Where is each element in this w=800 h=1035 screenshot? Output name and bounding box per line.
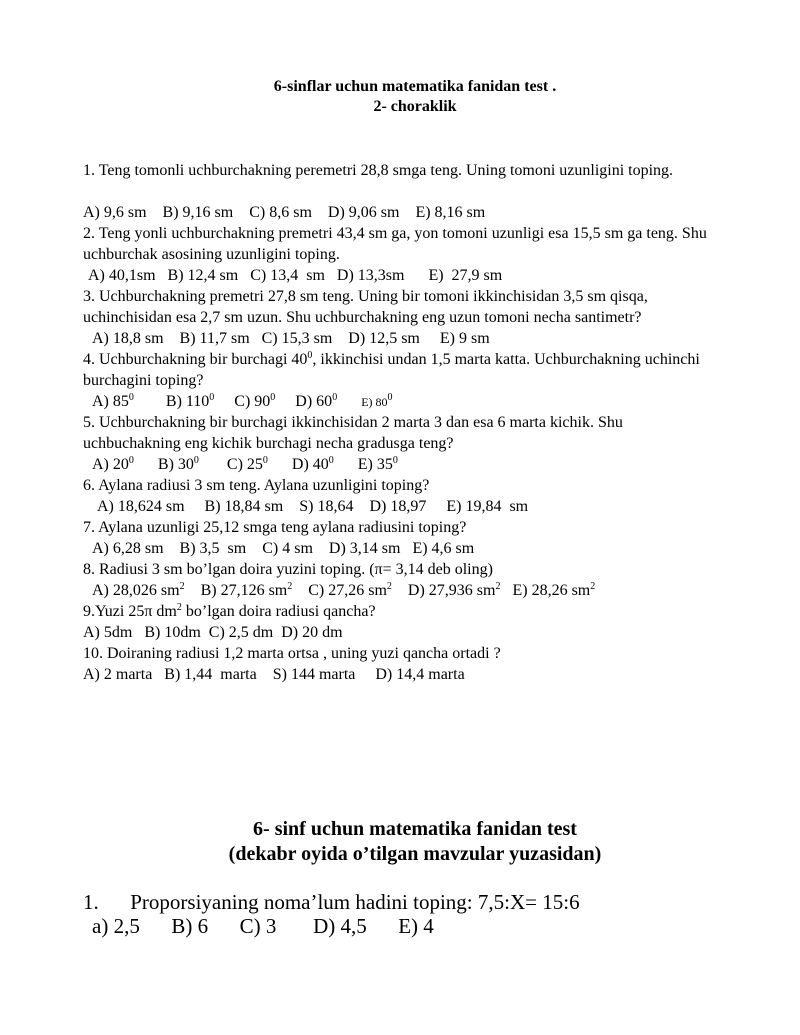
question-3-answers: A) 18,8 sm B) 11,7 sm C) 15,3 sm D) 12,5 sm E) 9 sm	[92, 330, 490, 347]
section-2-question-1-text: 1. Proporsiyaning noma’lum hadini toping: 7,5:X= 15:6	[83, 890, 580, 914]
square-mark: 2	[176, 602, 182, 613]
q8-answer-a: A) 28,026 sm	[92, 582, 180, 599]
question-9-text	[83, 601, 723, 622]
degree-mark: 0	[392, 455, 398, 466]
q5-answer-c: C) 25	[226, 456, 263, 473]
question-9-text-end: bo’lgan doira radiusi qancha?	[181, 603, 376, 620]
test-subtitle: 2- choraklik	[373, 98, 457, 115]
question-9-answers: A) 5dm B) 10dm C) 2,5 dm D) 20 dm	[83, 624, 343, 641]
question-4-answers	[92, 391, 393, 413]
square-mark: 2	[287, 581, 293, 592]
question-5-answers	[92, 454, 398, 475]
degree-mark: 0	[128, 392, 134, 403]
degree-mark: 0	[307, 350, 313, 361]
question-8-answers	[92, 580, 595, 601]
question-6-text: 6. Aylana radiusi 3 sm teng. Aylana uzunligini toping?	[83, 477, 430, 494]
degree-mark: 0	[332, 392, 338, 403]
q5-answer-d: D) 40	[291, 456, 329, 473]
square-mark: 2	[495, 581, 501, 592]
section-2-subtitle: (dekabr oyida o’tilgan mavzular yuzasidan)	[228, 843, 602, 865]
degree-mark: 0	[193, 455, 199, 466]
q5-answer-a: A) 20	[92, 456, 129, 473]
section-2-question-1-answers: a) 2,5 B) 6 C) 3 D) 4,5 E) 4	[92, 914, 434, 938]
q4-answer-a: A) 85	[92, 393, 129, 410]
test-title: 6-sinflar uchun matematika fanidan test .	[273, 78, 557, 95]
question-7-answers: A) 6,28 sm B) 3,5 sm C) 4 sm D) 3,14 sm E) 4,6 sm	[92, 540, 475, 557]
question-6-answers: A) 18,624 sm B) 18,84 sm S) 18,64 D) 18,97 E) 19,84 sm	[97, 498, 529, 515]
q4-answer-c: C) 90	[234, 393, 271, 410]
square-mark: 2	[386, 581, 392, 592]
question-10-text: 10. Doiraning radiusi 1,2 marta ortsa , uning yuzi qancha ortadi ?	[83, 645, 501, 662]
q8-answer-e: E) 28,26 sm	[512, 582, 591, 599]
degree-mark: 0	[128, 455, 134, 466]
question-7-text: 7. Aylana uzunligi 25,12 smga teng aylana radiusini toping?	[83, 519, 467, 536]
q8-answer-c: C) 27,26 sm	[308, 582, 387, 599]
question-4-text-start: 4. Uchburchakning bir burchagi 40	[83, 351, 308, 368]
question-5-text: 5. Uchburchakning bir burchagi ikkinchisidan 2 marta 3 dan esa 6 marta kichik. Shu uchbuchakning eng kichik burchagi necha gradusga teng?	[83, 414, 623, 452]
section-2-title: 6- sinf uchun matematika fanidan test	[253, 818, 577, 840]
question-2-text: 2. Teng yonli uchburchakning premetri 43,4 sm ga, yon tomoni uzunligi esa 15,5 sm ga teng. Shu uchburchak asosining uzunligini toping.	[83, 225, 707, 263]
q5-answer-e: E) 35	[357, 456, 393, 473]
q4-answer-e: E) 80	[361, 395, 388, 409]
q5-answer-b: B) 30	[157, 456, 194, 473]
question-4-text-end: , ikkinchisi undan 1,5 marta katta. Uchburchakning uchinchi burchagini toping?	[83, 351, 700, 389]
question-4-text	[83, 349, 723, 391]
q8-answer-d: D) 27,936 sm	[407, 582, 496, 599]
q4-answer-d: D) 60	[295, 393, 333, 410]
degree-mark: 0	[262, 455, 268, 466]
q8-answer-b: B) 27,126 sm	[200, 582, 288, 599]
degree-mark: 0	[209, 392, 215, 403]
question-8-text: 8. Radiusi 3 sm bo’lgan doira yuzini toping. (π= 3,14 deb oling)	[83, 561, 493, 578]
degree-mark: 0	[387, 392, 393, 403]
question-9-text-start: 9.Yuzi 25π dm	[83, 603, 177, 620]
question-1-answers: A) 9,6 sm B) 9,16 sm C) 8,6 sm D) 9,06 sm E) 8,16 sm	[83, 204, 486, 221]
degree-mark: 0	[270, 392, 276, 403]
degree-mark: 0	[328, 455, 334, 466]
question-10-answers: A) 2 marta B) 1,44 marta S) 144 marta D) 14,4 marta	[83, 666, 465, 683]
q4-answer-b: B) 110	[165, 393, 210, 410]
question-2-answers: A) 40,1sm B) 12,4 sm C) 13,4 sm D) 13,3sm E) 27,9 sm	[88, 267, 503, 284]
question-1-text: 1. Teng tomonli uchburchakning peremetri 28,8 smga teng. Uning tomoni uzunligini toping.	[83, 162, 674, 179]
square-mark: 2	[179, 581, 185, 592]
question-3-text: 3. Uchburchakning premetri 27,8 sm teng. Uning bir tomoni ikkinchisidan 3,5 sm qisqa, uchinchisidan esa 2,7 sm uzun. Shu uchburchakning eng uzun tomoni necha santimetr?	[83, 288, 648, 326]
square-mark: 2	[590, 581, 596, 592]
